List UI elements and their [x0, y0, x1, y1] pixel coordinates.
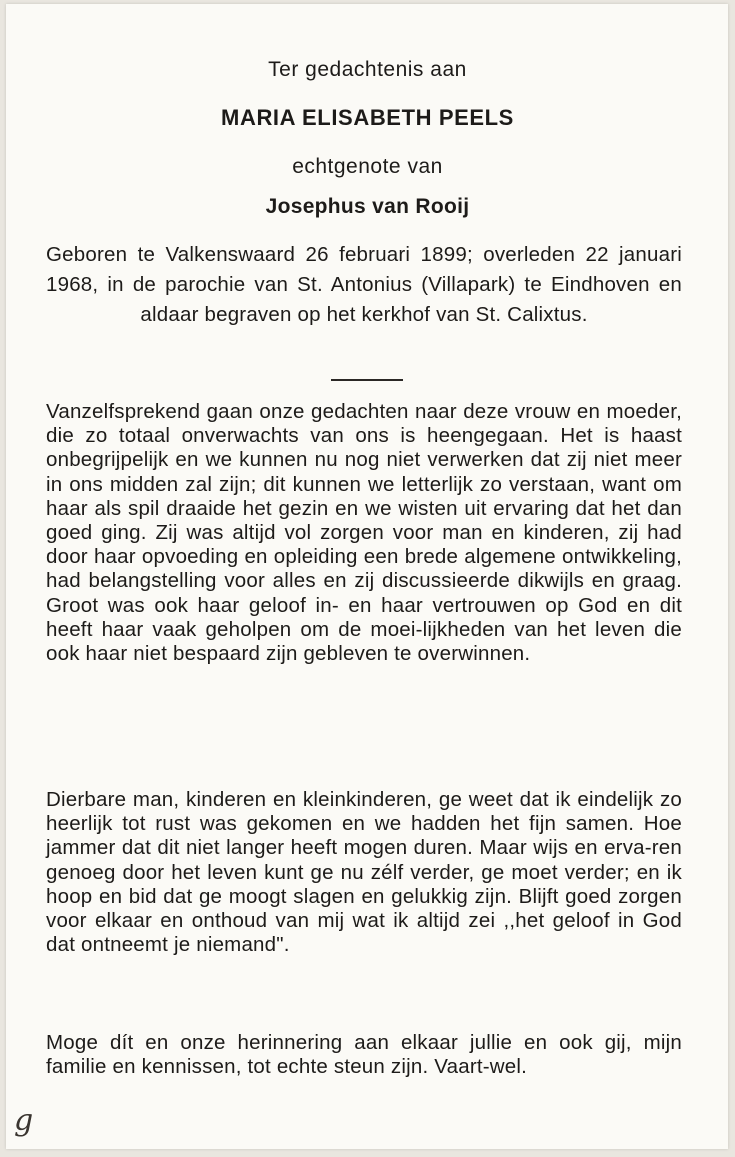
spouse-label: echtgenote van [292, 155, 443, 178]
intro-line: Ter gedachtenis aan [268, 58, 467, 81]
handwritten-corner-mark: g [14, 1103, 34, 1138]
paragraph-closing: Moge dít en onze herinnering aan elkaar jullie en ook gij, mijn familie en kennissen, tot echte steun zijn. Vaart-wel. [46, 1031, 682, 1079]
deceased-name: MARIA ELISABETH PEELS [221, 105, 514, 130]
spouse-name: Josephus van Rooij [265, 195, 470, 218]
paragraph-farewell-family: Dierbare man, kinderen en kleinkinderen, ge weet dat ik eindelijk zo heerlijk tot rust was gekomen en we hadden het fijn samen. Hoe jammer dat dit niet langer heeft mogen duren. Maar wijs en erva-ren genoeg door het leven kunt ge nu zélf verder, ge moet verder; en ik hoop en bid dat ge moogt slagen en gelukkig zijn. Blijft goed zorgen voor elkaar en onthoud van mij wat ik altijd zei ,,het geloof in God dat ontneemt je niemand". [46, 788, 682, 957]
divider-line [331, 379, 403, 381]
paragraph-remembrance: Vanzelfsprekend gaan onze gedachten naar deze vrouw en moeder, die zo totaal onverwachts van ons is heengegaan. Het is haast onbegrijpelijk en we kunnen nu nog niet verwerken dat zij niet meer in ons midden zal zijn; dit kunnen we letterlijk zo verstaan, want om haar als spil draaide het gezin en we wisten uit ervaring dat het dan goed ging. Zij was altijd vol zorgen voor man en kinderen, zij had door haar opvoeding en opleiding een brede algemene ontwikkeling, had belangstelling voor alles en zij discussieerde dikwijls en graag. Groot was ook haar geloof in- en haar vertrouwen op God en dit heeft haar vaak geholpen om de moei-lijkheden van het leven die ook haar niet bespaard zijn gebleven te overwinnen. [46, 400, 682, 666]
biography-text: Geboren te Valkenswaard 26 februari 1899; overleden 22 januari 1968, in de parochie van St. Antonius (Villapark) te Eindhoven en aldaar begraven op het kerkhof van St. Calixtus. [46, 243, 682, 326]
